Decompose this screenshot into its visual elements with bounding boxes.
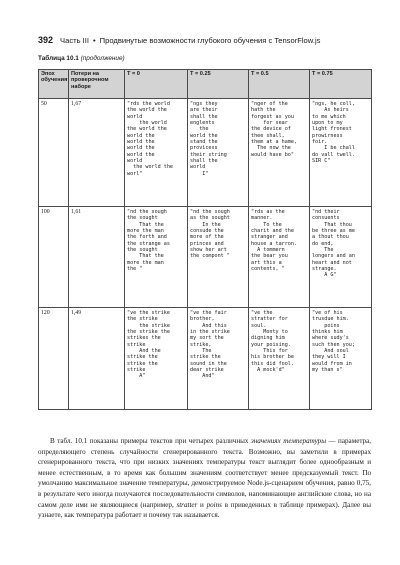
table-row bbox=[39, 99, 372, 207]
header-t05: T = 0.5 bbox=[249, 70, 310, 99]
sample-text: "ngs they are their shall the englents the world the stand the provicess their string shall the world I" bbox=[190, 101, 227, 177]
text-run: в приведенных в таблице примерах). Далее вы узнаете, как температура работает и почему так называется. bbox=[38, 500, 371, 520]
cell-sample-t0 bbox=[125, 99, 188, 207]
cell-sample-t075 bbox=[310, 99, 372, 207]
example-word: stratter bbox=[176, 500, 198, 509]
cell-sample-t0 bbox=[125, 207, 188, 308]
sample-text: "nd their consuents That thou be three as me a thout thou do end, The longers and an heart and not strange. A G" bbox=[312, 209, 355, 279]
text-run: — параметра, определяющего степень случайности сгенерированного текста. Возможно, вы заметили в примерах сгенерированного текста, что при низких значениях температуры текст выглядит более однообразным и менее естественным, в то время как большим значениям соответствует менее предсказуемый текст. По умолчанию максимальное значение температуры, демонстрируемое Node.js-сценарием обучения, равно 0,75, в результате чего иногда получаются последовательности символов, напоминающие английские слова, но на самом деле ими не являющиеся (например, bbox=[38, 437, 371, 509]
sample-text: "ve the stratter for soul. Monty to digning him your poising. This for his brother be this did fool. A mock'd" bbox=[251, 310, 294, 374]
table-header-row bbox=[39, 70, 372, 99]
sample-text: "ve the strike the strike the strike the strike the strikes the strike And the strike the strike the strike A" bbox=[127, 310, 170, 380]
table-row bbox=[39, 207, 372, 308]
sample-text: "ngs, he coll, As heirs to me which upon to my light fronest prowirness foir. I be chall do vall twell. SIR C" bbox=[312, 101, 355, 165]
page-header bbox=[38, 35, 368, 45]
text-run: и bbox=[197, 500, 207, 509]
cell-sample-t05 bbox=[249, 308, 310, 410]
sample-text: "rds as the manner. To the charit and the stranger and house a tarron. A tommern the bear you art this a contents, " bbox=[251, 209, 298, 273]
cell-epoch: 50 bbox=[39, 99, 69, 207]
cell-sample-t075 bbox=[310, 308, 372, 410]
table-caption-label: Таблица 10.1 bbox=[38, 55, 79, 62]
cell-sample-t025 bbox=[188, 308, 249, 410]
cell-sample-t025 bbox=[188, 99, 249, 207]
chapter-title: Продвинутые возможности глубокого обучения с TensorFlow.js bbox=[99, 36, 321, 45]
table-caption bbox=[38, 55, 125, 62]
paragraph bbox=[38, 436, 371, 521]
text-run: В табл. 10.1 показаны примеры текстов при четырех различных bbox=[50, 437, 251, 445]
header-loss: Потери на проверочном наборе bbox=[69, 70, 125, 99]
sample-text: "ve the fair brother, And this in the strike my sort the strike, The strike the sound in the dear strike And" bbox=[190, 310, 230, 380]
cell-sample-t025 bbox=[188, 207, 249, 308]
cell-sample-t05 bbox=[249, 99, 310, 207]
header-t0: T = 0 bbox=[125, 70, 188, 99]
header-bullet: • bbox=[93, 36, 96, 45]
cell-loss: 1,61 bbox=[69, 207, 125, 308]
example-word: poins bbox=[206, 500, 222, 509]
cell-loss: 1,67 bbox=[69, 99, 125, 207]
part-label: Часть III bbox=[60, 36, 89, 45]
sample-text: "rds the world the world the world the world the world the world the world the world the world the world the world the worl" bbox=[127, 101, 174, 177]
header-epochs: Эпох обучения bbox=[39, 70, 69, 99]
header-t075: T = 0.75 bbox=[310, 70, 372, 99]
sample-text: "nd the sough as the sought In the consude the more of the princes and show her art the compont " bbox=[190, 209, 230, 260]
cell-sample-t075 bbox=[310, 207, 372, 308]
cell-loss: 1,49 bbox=[69, 308, 125, 410]
term-temperature-values: значениях температуры bbox=[250, 437, 326, 445]
temperature-samples-table bbox=[38, 69, 372, 410]
page-number: 392 bbox=[38, 35, 54, 45]
sample-text: "nger of the hath the forgest as you for sear the device of thee shall, them at a hame, The now the would have bo" bbox=[251, 101, 298, 158]
cell-sample-t0 bbox=[125, 308, 188, 410]
cell-sample-t05 bbox=[249, 207, 310, 308]
table-caption-note: (продолжение) bbox=[80, 55, 125, 62]
cell-epoch: 100 bbox=[39, 207, 69, 308]
header-t025: T = 0.25 bbox=[188, 70, 249, 99]
body-paragraph bbox=[38, 436, 371, 521]
sample-text: "nd the sough the sought That the more the man the forth and the strange as the sought That the more the man the " bbox=[127, 209, 170, 273]
sample-text: "ve of his trusdue him. poins thinks him where sudy's such then you; And soul they will I would from in my than s" bbox=[312, 310, 355, 374]
cell-epoch: 120 bbox=[39, 308, 69, 410]
table-row bbox=[39, 308, 372, 410]
